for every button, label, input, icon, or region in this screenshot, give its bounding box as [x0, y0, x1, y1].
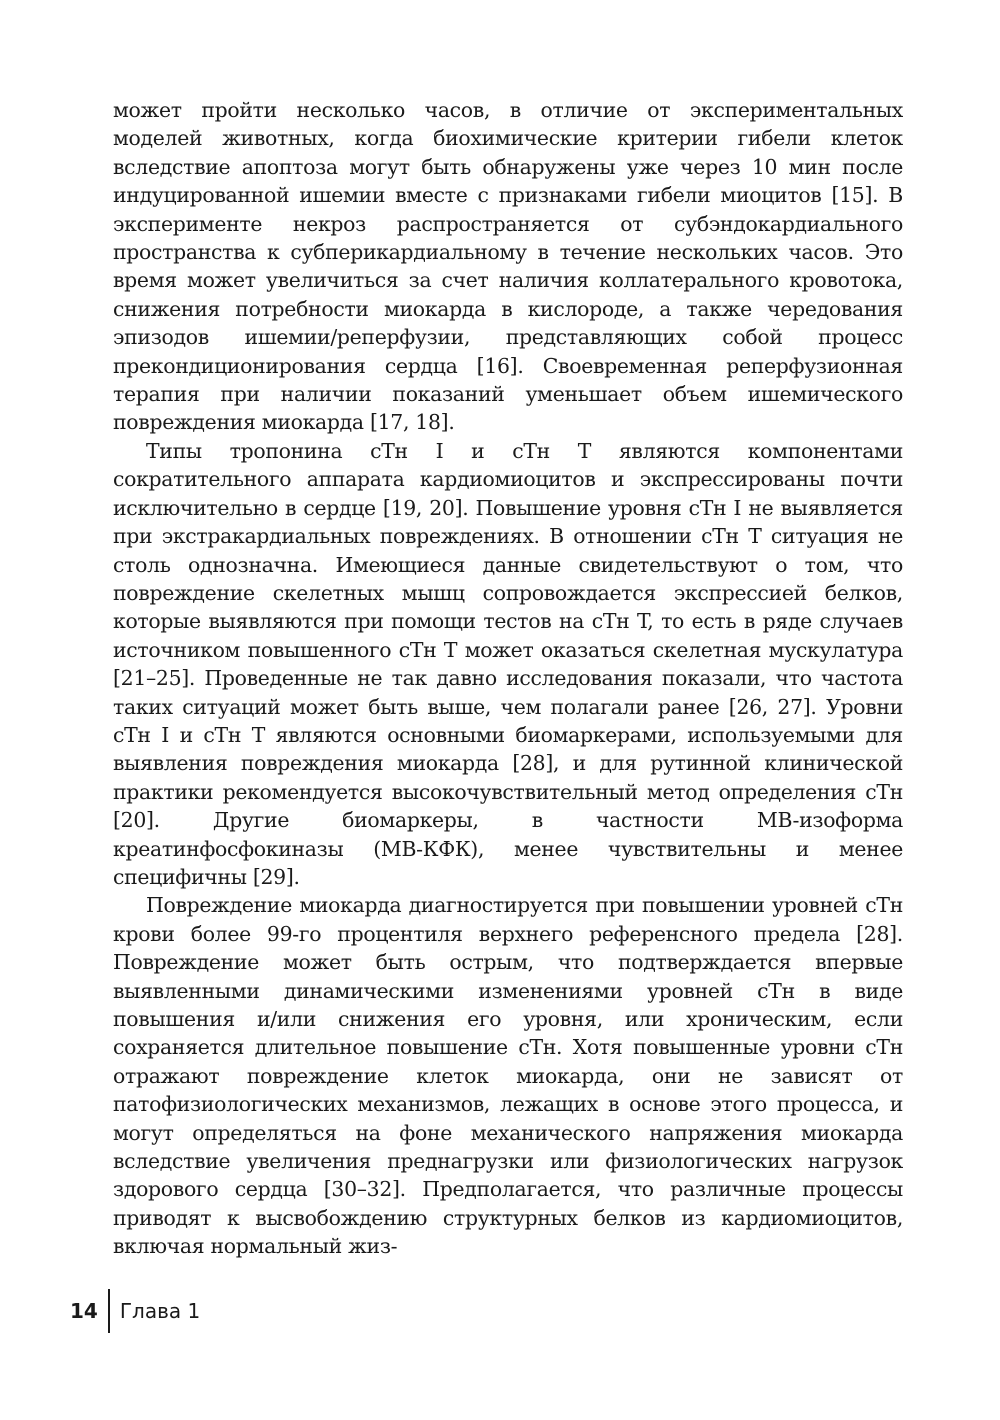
- body-text: [113, 96, 903, 1261]
- page-number: 14: [70, 1299, 98, 1323]
- page-footer: [70, 1289, 200, 1333]
- paragraph-troponin-types: Типы тропонина сТн I и сТн T являются компонентами сократительного аппарата кардиомиоцитов и экспрессированы почти исключительно в сердце [19, 20]. Повышение уровня сТн I не выявляется при экстракардиальных повреждениях. В отношении сТн T ситуация не столь однозначна. Имеющиеся данные свидетельствуют о том, что повреждение скелетных мышц сопровождается экспрессией белков, которые выявляются при помощи тестов на сТн T, то есть в ряде случаев источником повышенного сТн T может оказаться скелетная мускулатура [21–25]. Проведенные не так давно исследования показали, что частота таких ситуаций может быть выше, чем полагали ранее [26, 27]. Уровни сТн I и сТн T являются основными биомаркерами, используемыми для выявления повреждения миокарда [28], и для рутинной клинической практики рекомендуется высокочувствительный метод определения сТн [20]. Другие биомаркеры, в частности MB-изоформа креатинфосфокиназы (МВ-КФК), менее чувствительны и менее специфичны [29].: [113, 438, 903, 889]
- chapter-label: Глава 1: [119, 1299, 201, 1323]
- paragraph-myocardial-injury: Повреждение миокарда диагностируется при повышении уровней сТн крови более 99-го процентиля верхнего референсного предела [28]. Повреждение может быть острым, что подтверждается впервые выявленными динамическими изменениями уровней сТн в виде повышения и/или снижения его уровня, или хроническим, если сохраняется длительное повышение сТн. Хотя повышенные уровни сТн отражают повреждение клеток миокарда, они не зависят от патофизиологических механизмов, лежащих в основе этого процесса, и могут определяться на фоне механического напряжения миокарда вследствие увеличения преднагрузки или физиологических нагрузок здорового сердца [30–32]. Предполагается, что различные процессы приводят к высвобождению структурных белков из кардиомиоцитов, включая нормальный жиз-: [113, 893, 903, 1259]
- paragraph-continued: может пройти несколько часов, в отличие от экспериментальных моделей животных, когда биохимические критерии гибели клеток вследствие апоптоза могут быть обнаружены уже через 10 мин после индуцированной ишемии вместе с признаками гибели миоцитов [15]. В эксперименте некроз распространяется от субэндокардиального пространства к субперикардиальному в течение нескольких часов. Это время может увеличиться за счет наличия коллатерального кровотока, снижения потребности миокарда в кислороде, а также чередования эпизодов ишемии/реперфузии, представляющих собой процесс прекондиционирования сердца [16]. Своевременная реперфузионная терапия при наличии показаний уменьшает объем ишемического повреждения миокарда [17, 18].: [113, 98, 903, 435]
